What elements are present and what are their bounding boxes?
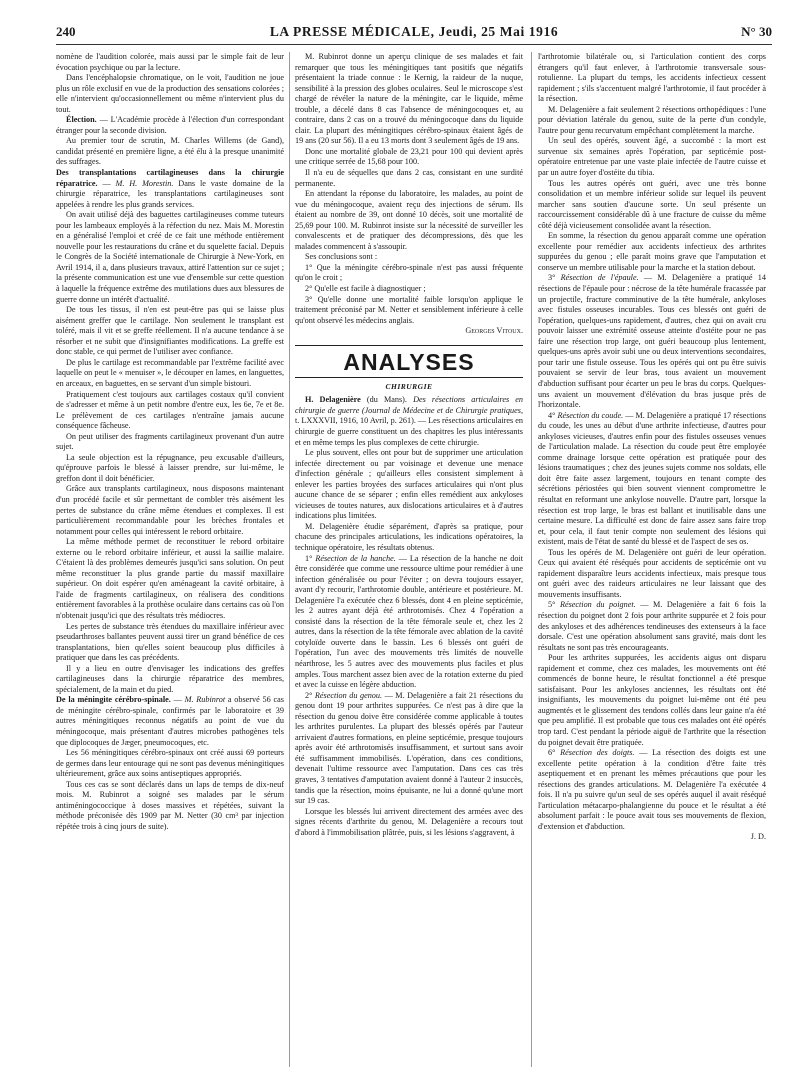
paragraph (56, 305, 284, 358)
text-run: De plus le cartilage est recommandable par l'extrême facilité avec laquelle on peut le « menuiser », le découper en lames, en languettes, en arceaux, en baguettes, en se servant d'un simple bistouri. (56, 357, 284, 388)
paragraph (295, 52, 523, 147)
text-run: Tous les autres opérés ont guéri, avec une très bonne consolidation et un membre inférieur solide sur lequel ils peuvent marcher sans soutien d'aucune sorte. Un seul présente un raccourcissement considérable dû à une fracture de cuisse du même côté déjà vicieusement consolidée avant la résection. (538, 178, 766, 230)
paragraph (56, 537, 284, 621)
text-run: Grâce aux transplants cartilagineux, nous disposons maintenant d'un procédé facile et sûr permettant de combler très aisément les pertes de substance du crâne même étendues et complexes. Il est particulièrement recommandable pour les brèches frontales et notamment pour celles qui intéressent le rebord orbitaire. (56, 484, 284, 536)
paragraph (538, 179, 766, 232)
text-run: — M. Delagenière a fait 21 résections du genou dont 19 pour arthrites suppurées. Ce n'est pas à dire que la résection du genou doive être considérée comme applicable à toutes les arthrites purulentes. La plupart des blessés opérés par l'auteur arrivaient d'autres formations, en pleine septicémie, presque toujours après avoir été arthrotomisés insuffisamment, et surtout sans avoir été suffisamment immobilisés. L'opération, dans ces conditions, devenait l'ultime ressource avec l'amputation. Dans ces cas très graves, 3 tentatives d'amputation avaient donné à l'auteur 2 insuccès, tandis que la résection, moins épuisante, ne lui a donné qu'une mort sur 19 cas. (295, 690, 523, 806)
run-in-title: H. Delagenière (305, 395, 361, 405)
paragraph (295, 147, 523, 168)
text-run: Dans l'encéphalopsie chromatique, on le voit, l'audition ne joue plus un rôle exclusif en vue de la production des sensations colorées ; elle n'intervient qu'occasionnellement ou même n'intervient plus du tout. (56, 73, 284, 114)
paragraph (538, 231, 766, 273)
running-title: LA PRESSE MÉDICALE, Jeudi, 25 Mai 1916 (269, 24, 559, 39)
text-run: On peut utiliser des fragments cartilagineux provenant d'un autre sujet. (56, 431, 284, 452)
text-run: La même méthode permet de reconstituer le rebord orbitaire externe ou le rebord orbitaire inférieur, et aussi la saillie malaire. C'étaient là des problèmes demeurés jusqu'ici sans solution. On peut même reconstituer la plus grande partie du massif maxillaire supérieur. On doit espérer qu'en aménageant la cavité orbitaire, à l'aide de fragments cartilagineux, on réalisera des conditions entièrement favorables à la prothèse oculaire dans certains cas où l'on n'obtenait jusqu'ici que des résultats très médiocres. (56, 537, 284, 620)
text-run: — La résection de la hanche ne doit être considérée que comme une ressource ultime pour remédier à une infection généralisée ou pour l'éviter ; on devra toujours essayer, avant d'y recourir, l'arthrotomie double, antérieure et postérieure. M. Delagenière l'a exécutée chez 6 blessés, dont 4 en pleine septicémie, les 2 autres ayant déjà été arthrotomisés. Chez 4 l'opération a consisté dans la résection de la tête fémorale seule et, chez les 2 autres, dans la résection de la tête fémorale avec ablation de la cavité cotyloïde ouverte dans le bassin. Les 6 blessés ont guéri de l'opération, l'un avec des mouvements très limités de nouvelle néarthrose, les 5 autres avec des mouvements plus faciles et plus amples. Tous marchent assez bien avec de la rotation externe du pied et avec la cuisse en légère abduction. (295, 553, 523, 690)
text-run: Les 56 méningitiques cérébro-spinaux ont créé aussi 69 porteurs de germes dans leur entourage qui ne sont pas devenus méningitiques ultérieurement, grâce aux soins antiseptiques appropriés. (56, 748, 284, 779)
paragraph (56, 695, 284, 748)
paragraph (56, 115, 284, 136)
text-run: a observé 56 cas de méningite cérébro-spinale, confirmés par le laboratoire et 39 autres méningitiques reconnus négatifs au point de vue du méningocoque, mais présentant d'autres microbes pathogènes tels que diplocoques de Jæger, pneumocoques, etc. (56, 695, 284, 747)
text-run: Pratiquement c'est toujours aux cartilages costaux qu'il convient de s'adresser et même à un petit nombre d'entre eux, les 6e, 7e et 8e. Le prélèvement de ces cartilages n'entraîne jamais aucune conséquence fâcheuse. (56, 389, 284, 431)
paragraph (295, 395, 523, 448)
text-run: Il n'a eu de séquelles que dans 2 cas, consistant en une surdité permanente. (295, 168, 523, 188)
emphasis-text: M. Rubinrot (184, 695, 226, 705)
text-run: 6° (548, 748, 561, 758)
column-3 (538, 52, 766, 1070)
paragraph (56, 210, 284, 305)
text-run: — (170, 695, 185, 705)
text-run: 1° Que la méningite cérébro-spinale n'est pas aussi fréquente qu'on le croit ; (295, 262, 523, 283)
emphasis-text: Résection des doigts. (560, 748, 635, 758)
paragraph (295, 691, 523, 807)
text-run: 1° (305, 553, 316, 563)
paragraph (56, 484, 284, 537)
paragraph (295, 252, 523, 263)
paragraph (295, 263, 523, 284)
paragraph (538, 273, 766, 410)
text-run: — M. Delagenière a pratiqué 17 résections du coude, les unes au début d'une arthrite infectieuse, d'autres pour ankyloses vicieuses, d'autres enfin pour des fistules osseuses venues de l'articulation malade. La résection du coude peut être employée comme drainage lorsque cette opération est pratiquée pour des lésions traumatiques ; chez des jeunes sujets comme nos soldats, elle doit être faite assez largement, toujours en tenant compte des sécrétions périostées qui bien souvent viennent compromettre le résultat en reformant une ankylose nouvelle. D'autre part, lorsque la résection est trop large, le bras est ballant et inutilisable dans une certaine mesure. La difficulté est donc de faire assez sans faire trop et, pour cela, il faut tenir compte non seulement des lésions qui existent, mais de l'état de santé du blessé et de l'aspect de ses os. (538, 410, 766, 547)
text-run: — La résection des doigts est une excellente petite opération à la condition d'être faite très aseptiquement et en prenant les mêmes précautions que pour les résections des grandes articulations. M. Delagenière l'a exécutée 4 fois. Il n'a pu suivre qu'un seul de ses opérés auquel il avait réséqué l'articulation métacarpo-phalangienne du pouce et le résultat a été absolument parfait : le pouce avait tous ses mouvements de flexion, d'extension et d'abduction. (538, 748, 766, 831)
emphasis-text: M. H. Morestin. (115, 178, 174, 188)
paragraph (56, 432, 284, 453)
issue-number: N° 30 (741, 24, 772, 39)
paragraph (538, 600, 766, 653)
text-run: 2° (305, 690, 315, 700)
text-run: Tous les opérés de M. Delagenière ont guéri de leur opération. Ceux qui avaient été réséqués pour accidents de septicémie ont vu rapidement disparaître leurs accidents infectieux, mais presque tous ont guéri avec des raideurs articulaires ne leur laissant que des mouvements insuffisants. (538, 547, 766, 599)
text-run: Le plus souvent, elles ont pour but de supprimer une articulation infectée directement ou par voisinage et devenue une menace d'infection générale ; qu'ailleurs elles consistent simplement à enlever les parties broyées des surfaces articulaires qui n'ont plus aucune chance de se séparer ; enfin elles remédient aux ankyloses vicieuses de toutes natures, aux dislocations articulaires et à d'autres indications plus limitées. (295, 448, 523, 521)
paragraph (538, 748, 766, 832)
paragraph (295, 284, 523, 295)
paragraph (538, 136, 766, 178)
text-run: Donc une mortalité globale de 23,21 pour 100 qui devient après une critique serrée de 15,68 pour 100. (295, 146, 523, 167)
text-run: En attendant la réponse du laboratoire, les malades, au point de vue du méningocoque, avaient reçu des injections de sérum. Ils étaient au nombre de 39, ont donné 10 décès, soit une mortalité de 25,69 pour 100. M. Rubinrot insiste sur la nécessité de surveiller les convalescents et de pratiquer des décompressions, dès que les malades commencent à s'assoupir. (295, 189, 523, 251)
page-number: 240 (56, 24, 76, 39)
emphasis-text: Résection du coude. (557, 410, 624, 420)
paragraph (538, 653, 766, 748)
paragraph (56, 780, 284, 833)
text-run: M. Delagenière étudie séparément, d'après sa pratique, pour chacune des principales articulations, les indications opératoires, la technique opératoire, les résultats obtenus. (295, 521, 523, 552)
text-run: M. Delagenière a fait seulement 2 résections orthopédiques : l'une pour déviation latérale du genou, suite de la perte d'un condyle, l'autre pour genu recurvatum empêchant complètement la marche. (538, 104, 766, 135)
text-run: En somme, la résection du genou apparaît comme une opération excellente pour remédier aux accidents infectieux des arthrites suppurées du genou ; elle paraît moins grave que l'amputation et conserve un membre utilisable pour la marche et la station debout. (538, 231, 766, 272)
emphasis-text: Résection de l'épaule. (560, 273, 639, 283)
text-run: 3° (548, 273, 561, 283)
text-run: Tous ces cas se sont déclarés dans un laps de temps de dix-neuf mois. M. Rubinrot a soigné ses malades par le sérum antiméningococcique à doses massives et répétées, suivant la méthode préconisée dès 1909 par M. Netter (30 cm³ par injection répétée trois à cinq jours de suite). (56, 779, 284, 831)
paragraph (295, 448, 523, 522)
emphasis-text: Des résections articulaires en chirurgie de guerre (Journal de Médecine et de Chirurgie pratiques, (295, 395, 523, 415)
paragraph (295, 522, 523, 554)
author-initials: J. D. (750, 832, 766, 842)
paragraph (56, 622, 284, 664)
emphasis-text: Résection du poignet. (559, 600, 636, 610)
paragraph (295, 554, 523, 691)
text-run: 3° Qu'elle donne une mortalité faible lorsqu'on applique le traitement préconisé par M. Netter et sensiblement inférieure à celle qu'ont observé les médecins anglais. (295, 294, 523, 325)
column-1-text (56, 52, 284, 832)
text-run: (du Mans). (360, 395, 414, 405)
paragraph (295, 807, 523, 839)
text-run: — M. Delagenière a pratiqué 14 résections de l'épaule pour : nécrose de la tête humérale fracassée par un projectile, fracture comminutive de la tête humérale, ankyloses avec fistules osseuses incurables. Tous ces blessés ont guéri de l'opération, quelques-uns rapidement, d'autres, chez qui on avait cru pouvoir laisser une extrémité osseuse atteinte d'ostéite pour ne pas faire une résection trop large, ont guéri beaucoup plus lentement, quelques-uns après avoir subi une ou deux interventions secondaires, pour tarir une fistule osseuse. Tous les opérés qui ont pu être suivis pouvaient se servir de leur bras, tous avaient un mouvement d'abduction suffisant pour écarter un peu le bras du corps. Quelques-uns avaient un mouvement d'élévation du bras jusque près de l'horizontale. (538, 273, 766, 410)
paragraph (295, 295, 523, 327)
paragraph (56, 136, 284, 168)
paragraph (538, 52, 766, 105)
column-2-text-top (295, 52, 523, 326)
header-rule (56, 44, 772, 45)
page-header (56, 24, 772, 42)
paragraph (538, 411, 766, 548)
run-in-title: Des transplantations cartilagineuses dans la chirurgie réparatrice. (56, 168, 284, 188)
column-3-text (538, 52, 766, 832)
paragraph (538, 105, 766, 137)
column-divider (531, 52, 532, 1067)
paragraph (538, 548, 766, 601)
text-run: — (97, 178, 116, 188)
text-run: 2° Qu'elle est facile à diagnostiquer ; (305, 284, 426, 294)
paragraph (56, 168, 284, 210)
text-run: — M. Delagenière a fait 6 fois la résection du poignet dont 2 fois pour arthrite suppurée et 2 fois pour des ankyloses et des adhérences tendineuses des extenseurs à la face dorsale. C'est une opération absolument sans gravité, mais dont les résultats ne sont pas très encourageants. (538, 600, 766, 652)
text-run: Les pertes de substance très étendues du maxillaire inférieur avec pseudarthroses ballantes peuvent aussi tirer un grand bénéfice de ces transplantations, bien qu'elles soient beaucoup plus difficiles à pratiquer que dans les cas précédents. (56, 621, 284, 663)
author-signature: Georges Vitoux. (465, 326, 523, 336)
column-2 (295, 52, 523, 1070)
run-in-title: De la méningite cérébro-spinale. (56, 695, 171, 705)
analyses-heading-box (295, 345, 523, 378)
paragraph (56, 52, 284, 73)
emphasis-text: Résection de la hanche. (315, 553, 396, 563)
paragraph (56, 358, 284, 390)
paragraph (295, 168, 523, 189)
paragraph (56, 664, 284, 696)
text-run: t. LXXXVII, 1916, 10 Avril, p. 261). — Les résections articulaires en chirurgie de guerre constituent un des chapitres les plus intéressants et en même temps les plus complexes de cette chirurgie. (295, 416, 523, 447)
paragraph (56, 390, 284, 432)
run-in-title: Élection. (66, 115, 97, 125)
text-run: — L'Académie procède à l'élection d'un correspondant étranger pour la seconde division. (56, 115, 284, 135)
text-run: 4° (548, 410, 558, 420)
section-subheading: CHIRURGIE (385, 381, 433, 391)
text-run: l'arthrotomie bilatérale ou, si l'articulation contient des corps étrangers qu'il faut enlever, à l'arthrotomie transversale sous-rotulienne. La plupart du temps, les accidents infectieux cessent rapidement ; s'ils s'accentuent malgré l'arthrotomie, il faut procéder à la résection. (538, 52, 766, 104)
text-run: Au premier tour de scrutin, M. Charles Willems (de Gand), candidat présenté en première ligne, a été élu à la presque unanimité des suffrages. (56, 136, 284, 167)
text-run: De tous les tissus, il n'en est peut-être pas qui se laisse plus aisément greffer que le cartilage. Non seulement le transplant est toléré, mais il vit et se greffe réellement. Il n'a aucune tendance à se résorber et ne subit que d'insignifiantes modifications. La greffe est donc stable, ce qui permet de l'utiliser avec confiance. (56, 305, 284, 357)
paragraph (56, 73, 284, 115)
text-run: Lorsque les blessés lui arrivent directement des armées avec des signes récents d'arthrite du genou, M. Delagenière a recours tout d'abord à l'immobilisation plâtrée, puis, si les lésions s'aggravent, à (295, 806, 523, 837)
text-run: On avait utilisé déjà des baguettes cartilagineuses comme tuteurs pour les lambeaux employés à la réfection du nez. Mais M. Morestin en a généralisé l'emploi et créé de ce fait une méthode entièrement nouvelle pour les restaurations du crâne et du squelette facial. Depuis le Congrès de la Société internationale de Chirurgie à New-York, en Avril 1914, il a, dans plusieurs travaux, attiré l'attention sur ce sujet ; la présente communication est une vue d'ensemble sur cette question à laquelle la fréquence extrême des mutilations dues aux blessures de guerre donne un intérêt d'actualité. (56, 210, 284, 304)
text-run: nomène de l'audition colorée, mais aussi par le simple fait de leur évocation psychique ou par la lecture. (56, 52, 284, 72)
column-1 (56, 52, 284, 1070)
column-2-text-bottom (295, 395, 523, 838)
section-heading: ANALYSES (343, 348, 475, 375)
emphasis-text: Résection du genou. (314, 690, 383, 700)
paragraph (56, 453, 284, 485)
text-run: 5° (548, 600, 560, 610)
text-run: Il y a lieu en outre d'envisager les indications des greffes cartilagineuses dans la chirurgie réparatrice des membres, spécialement, de la main et du pied. (56, 663, 284, 694)
text-run: Dans le vaste domaine de la chirurgie réparatrice, les transplantations cartilagineuses sont appelées à rendre les plus grands services. (56, 178, 284, 209)
text-run: Pour les arthrites suppurées, les accidents aigus ont disparu rapidement et comme, chez ces malades, les mouvements ont été commencés de bonne heure, le résultat fonctionnel a été presque satisfaisant. Pour les ankyloses anciennes, les résultats ont été insignifiants, les mouvements du poignet lui-même ont été peu augmentés et le glissement des tendons collés dans leur gaine n'a été que peu amplifié. Il est probable que tous ces malades ont été opérés trop tard. C'est pendant la période aiguë de l'arthrite que la résection du poignet devait être pratiquée. (538, 653, 766, 747)
text-run: M. Rubinrot donne un aperçu clinique de ses malades et fait remarquer que tous les méningitiques tant positifs que négatifs présentaient la triade connue : le Kernig, la raideur de la nuque, sensibilité à la pression des globes oculaires. Seul le microscope s'est chargé de révéler la nature de la méningite, car le liquide, même trouble, a décelé dans 8 cas l'absence de méningocoques et, au contraire, dans 2 cas on a trouvé du méningocoque dans du liquide clair. La plupart des méningitiques cérébro-spinaux étaient âgés de 19 ans (20 sur 56). Il a eu 13 morts dont 3 seulement âgés de 19 ans. (295, 52, 523, 146)
text-run: Un seul des opérés, souvent âgé, a succombé : la mort est survenue six semaines après l'opération, par septicémie post-opératoire entretenue par une vaste plaie infectée de l'autre cuisse et par un autre foyer d'ostéite du tibia. (538, 136, 766, 178)
paragraph (56, 748, 284, 780)
text-run: Ses conclusions sont : (305, 252, 378, 262)
column-divider (289, 52, 290, 1067)
text-run: La seule objection est la répugnance, peu excusable d'ailleurs, qu'éprouve parfois le blessé à laisser prendre, sur lui-même, le greffon dont il doit bénéficier. (56, 452, 284, 483)
paragraph (295, 189, 523, 252)
